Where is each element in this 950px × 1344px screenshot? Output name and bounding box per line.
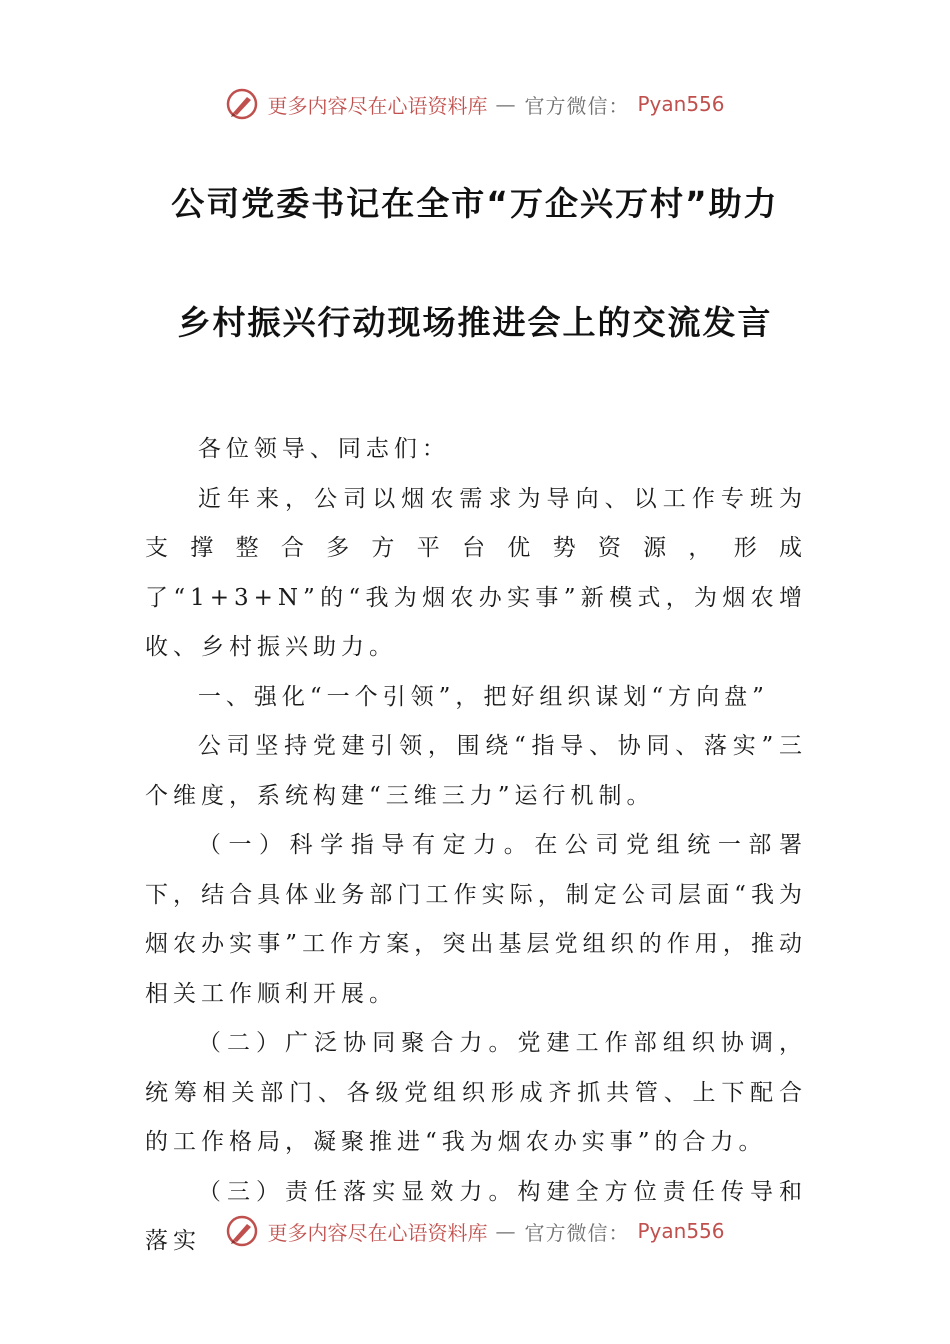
watermark-site-name: 更多内容尽在心语资料库 <box>267 93 488 118</box>
watermark-footer <box>0 1211 950 1251</box>
watermark-label: 官方微信： <box>524 93 630 118</box>
paragraph-greeting: 各位领导、同志们： <box>197 436 450 462</box>
paragraph-item-1: （一）科学指导有定力。在公司党组统一部署下，结合具体业务部门工作实际，制定公司层面“我为烟农办实事”工作方案，突出基层党组织的作用，推动相关工作顺利开展。 <box>145 832 807 1007</box>
document-title-line-2: 乡村振兴行动现场推进会上的交流发言 <box>177 303 773 342</box>
paragraph-item-2: （二）广泛协同聚合力。党建工作部组织协调，统筹相关部门、各级党组织形成齐抓共管、上下配合的工作格局，凝聚推进“我为烟农办实事”的合力。 <box>145 1030 807 1155</box>
paragraph-item-3: （三）责任落实显效力。构建全方位责任传导和落实 <box>145 1178 807 1254</box>
watermark-site-name: 更多内容尽在心语资料库 <box>267 1220 488 1245</box>
paragraph-section-1: 公司坚持党建引领，围绕“指导、协同、落实”三个维度，系统构建“三维三力”运行机制。 <box>145 733 807 809</box>
watermark-separator: — <box>495 1219 517 1243</box>
watermark-label: 官方微信： <box>524 1220 630 1245</box>
pen-logo-icon <box>225 87 259 121</box>
watermark-wechat-id: Pyan556 <box>637 1219 725 1243</box>
document-title-line-1: 公司党委书记在全市“万企兴万村”助力 <box>171 184 779 223</box>
document-body <box>145 425 807 1267</box>
paragraph-intro: 近年来，公司以烟农需求为导向、以工作专班为支撑整合多方平台优势资源，形成了“1+3+N”的“我为烟农办实事”新模式，为烟农增收、乡村振兴助力。 <box>145 485 807 660</box>
watermark-separator: — <box>495 92 517 116</box>
pen-logo-icon <box>225 1214 259 1248</box>
section-heading-1: 一、强化“一个引领”，把好组织谋划“方向盘” <box>197 683 769 710</box>
watermark-header <box>0 84 950 124</box>
watermark-wechat-id: Pyan556 <box>637 92 725 116</box>
